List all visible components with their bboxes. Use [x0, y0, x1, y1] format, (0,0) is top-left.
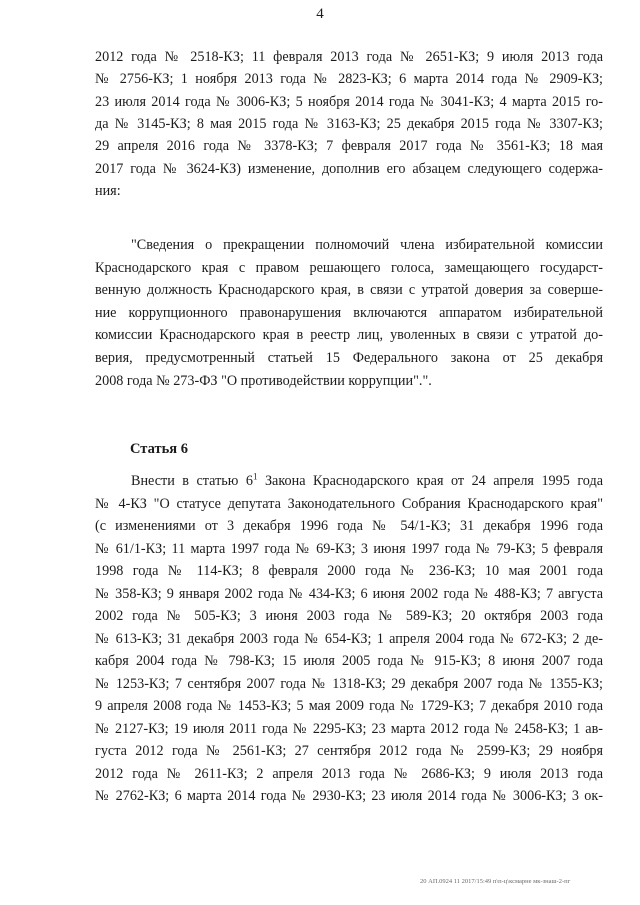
text-line: № 61/1-КЗ; 11 марта 1997 года № 69-КЗ; 3 июня 1997 года № 79-КЗ; 5 февраля [95, 540, 603, 557]
text-line: ния: [95, 182, 121, 199]
text-line: кабря 2004 года № 798-КЗ; 15 июля 2005 года № 915-КЗ; 8 июня 2007 года [95, 653, 603, 669]
text-line: № 1253-КЗ; 7 сентября 2007 года № 1318-КЗ; 29 декабря 2007 года № 1355-КЗ; [95, 675, 603, 692]
text-line: № 2127-КЗ; 19 июля 2011 года № 2295-КЗ; 23 марта 2012 года № 2458-КЗ; 1 ав- [95, 720, 603, 737]
text-line: 2012 года № 2518-КЗ; 11 февраля 2013 года № 2651-КЗ; 9 июля 2013 года [95, 49, 603, 65]
text-line: 9 апреля 2008 года № 1453-КЗ; 5 мая 2009 года № 1729-КЗ; 7 декабря 2010 года [95, 698, 603, 714]
text-line: № 358-КЗ; 9 января 2002 года № 434-КЗ; 6 июня 2002 года № 488-КЗ; 7 августа [95, 585, 603, 602]
text-line: 2008 года № 273-ФЗ "О противодействии коррупции".". [95, 372, 432, 389]
text-line: № 2762-КЗ; 6 марта 2014 года № 2930-КЗ; 23 июля 2014 года № 3006-КЗ; 3 ок- [95, 788, 603, 804]
text-line: № 4-КЗ "О статусе депутата Законодательного Собрания Краснодарского края" [95, 495, 603, 512]
page-number: 4 [316, 6, 324, 22]
text-line: комиссии Краснодарского края в реестр лиц, уволенных в связи с утратой до- [95, 327, 603, 344]
text-line: № 613-КЗ; 31 декабря 2003 года № 654-КЗ; 1 апреля 2004 года № 672-КЗ; 2 де- [95, 630, 603, 647]
text-line: да № 3145-КЗ; 8 мая 2015 года № 3163-КЗ; 25 декабря 2015 года № 3307-КЗ; [95, 115, 603, 132]
text-line: ние коррупционного правонарушения включаются аппаратом избирательной [95, 304, 603, 321]
text-line: 23 июля 2014 года № 3006-КЗ; 5 ноября 2014 года № 3041-КЗ; 4 марта 2015 го- [95, 93, 603, 110]
text-line: венную должность Краснодарского края, в связи с утратой доверия за соверше- [95, 282, 603, 299]
text-line: верия, предусмотренный статьей 15 Федерального закона от 25 декабря [95, 350, 603, 366]
text-line: № 2756-КЗ; 1 ноября 2013 года № 2823-КЗ; 6 марта 2014 года № 2909-КЗ; [95, 71, 603, 88]
text-line: 2012 года № 2611-КЗ; 2 апреля 2013 года № 2686-КЗ; 9 июля 2013 года [95, 765, 603, 782]
article-first-line: Внести в статью $6^1$ Закона Краснодарского края от 24 апреля 1995 года [131, 471, 603, 489]
text-line: 2002 года № 505-КЗ; 3 июня 2003 года № 589-КЗ; 20 октября 2003 года [95, 608, 603, 624]
footer-stamp: 20 АП.0924 11 2017/15:49 п\п-ц\ксмарне мк-знаш-2-пг [420, 878, 571, 885]
text-line: Краснодарского края с правом решающего голоса, замещающего государст- [95, 259, 603, 276]
text-line: (с изменениями от 3 декабря 1996 года № 54/1-КЗ; 31 декабря 1996 года [95, 518, 603, 534]
text-line: 1998 года № 114-КЗ; 8 февраля 2000 года № 236-КЗ; 10 мая 2001 года [95, 563, 603, 579]
text-line: густа 2012 года № 2561-КЗ; 27 сентября 2012 года № 2599-КЗ; 29 ноября [95, 743, 603, 759]
text-line: 2017 года № 3624-КЗ) изменение, дополнив его абзацем следующего содержа- [95, 160, 603, 177]
article-heading: Статья 6 [130, 441, 188, 457]
text-line: "Сведения о прекращении полномочий члена избирательной комиссии [131, 237, 603, 253]
text-line: 29 апреля 2016 года № 3378-КЗ; 7 февраля 2017 года № 3561-КЗ; 18 мая [95, 138, 603, 155]
